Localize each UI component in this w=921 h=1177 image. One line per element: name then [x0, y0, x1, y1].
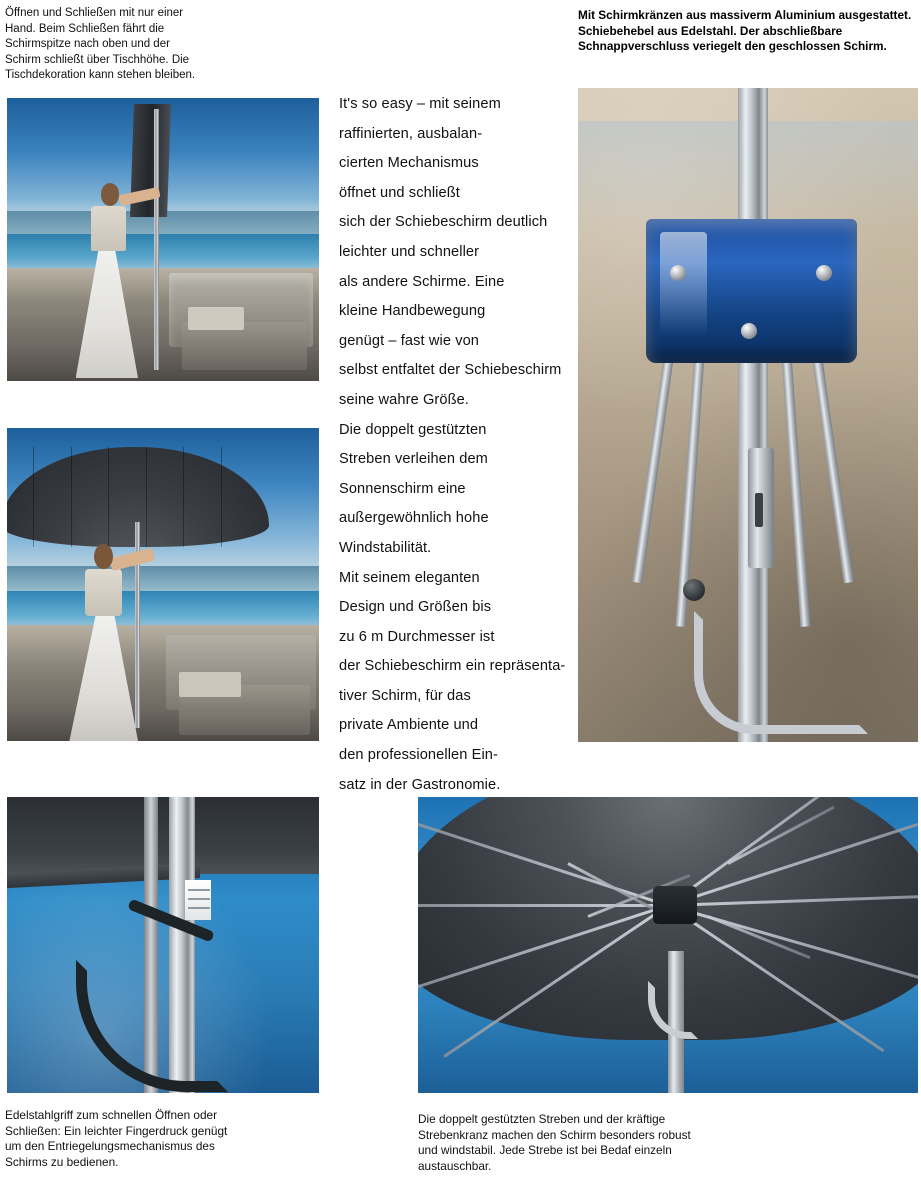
- photo-woman-torso: [91, 206, 125, 251]
- photo-parasol-underside-struts: [418, 797, 918, 1093]
- body-line: öffnet und schließt: [339, 184, 460, 201]
- body-line: genügt – fast wie von: [339, 332, 480, 349]
- body-line: raffinierten, ausbalan-: [339, 125, 483, 142]
- caption-bottom-right: Die doppelt gestützten Streben und der kräftige Strebenkranz machen den Schirm besonders robust und windstabil. Jede Strebe ist bei Bedaf einzeln austauschbar.: [418, 1112, 691, 1173]
- body-line: selbst entfaltet der Schiebeschirm: [339, 362, 562, 379]
- body-line: Sonnenschirm eine: [339, 480, 466, 497]
- photo-side-table: [188, 307, 244, 330]
- photo-side-table: [179, 672, 241, 697]
- photo-parasol-pole: [154, 109, 159, 369]
- photo-woman-torso: [85, 569, 122, 616]
- body-line: private Ambiente und: [339, 717, 479, 734]
- caption-bottom-left: Edelstahlgriff zum schnellen Öffnen oder Schließen: Ein leichter Fingerdruck genügt um den Entriegelungsmechanismus des Schirms zu bedienen.: [5, 1108, 228, 1169]
- body-line: tiver Schirm, für das: [339, 687, 471, 704]
- body-line: Mit seinem eleganten: [339, 569, 480, 586]
- photo-parasol-crown-closeup: [578, 88, 918, 742]
- body-line: Design und Größen bis: [339, 599, 492, 616]
- photo-woman-opening-parasol: [7, 428, 319, 741]
- photo-lever-slot: [755, 493, 763, 527]
- caption-top-left: Öffnen und Schließen mit nur einer Hand. Beim Schließen fährt die Schirmspitze nach oben und der Schirm schließt über Tischhöhe. Die Tischdekoration kann stehen bleiben.: [5, 7, 196, 81]
- body-line: Die doppelt gestützten: [339, 421, 487, 438]
- photo-stainless-handle-hook: [694, 611, 868, 734]
- photo-product-label: [185, 880, 211, 920]
- body-line: Windstabilität.: [339, 539, 432, 556]
- body-text-column: [339, 90, 574, 800]
- photo-canopy-underside: [7, 797, 319, 874]
- caption-top-right: Mit Schirmkränzen aus massiverm Aluminium ausgestattet. Schiebehebel aus Edelstahl. Der abschließbare Schnappverschluss veriegelt den geschlossen Schirm.: [578, 8, 912, 53]
- body-line: der Schiebeschirm ein repräsenta-: [339, 658, 566, 675]
- body-line: zu 6 m Durchmesser ist: [339, 628, 495, 645]
- photo-woman-head: [101, 183, 120, 206]
- body-line: seine wahre Größe.: [339, 391, 469, 408]
- body-line: leichter und schneller: [339, 243, 480, 260]
- body-line: außergewöhnlich hohe: [339, 510, 489, 527]
- photo-crown-highlight: [660, 232, 708, 337]
- body-line: Streben verleihen dem: [339, 451, 488, 468]
- photo-crown-bolt: [670, 265, 686, 281]
- body-line: It's so easy – mit seinem: [339, 96, 501, 112]
- photo-rib: [418, 904, 668, 907]
- photo-stainless-handle-closeup: [7, 797, 319, 1093]
- photo-lock-knob: [683, 579, 705, 601]
- photo-strut-crown: [653, 886, 697, 924]
- photo-crown-bolt: [816, 265, 832, 281]
- photo-woman-head: [94, 544, 113, 569]
- photo-woman-closing-parasol: [7, 98, 319, 381]
- body-line: kleine Handbewegung: [339, 303, 486, 320]
- body-line: cierten Mechanismus: [339, 155, 479, 172]
- photo-sea-region: [7, 566, 319, 594]
- body-line: als andere Schirme. Eine: [339, 273, 505, 290]
- body-line: sich der Schiebeschirm deutlich: [339, 214, 548, 231]
- body-line: satz in der Gastronomie.: [339, 776, 501, 793]
- body-line: den professionellen Ein-: [339, 747, 498, 764]
